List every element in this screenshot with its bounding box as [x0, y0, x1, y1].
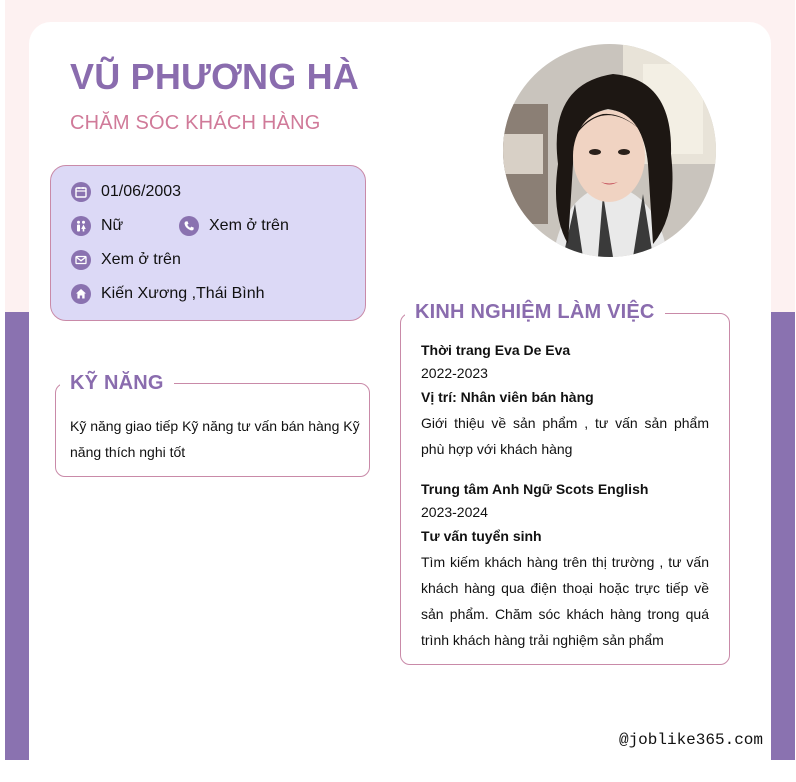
position: Vị trí: Nhân viên bán hàng [421, 389, 594, 405]
job-description: Tìm kiếm khách hàng trên thị trường , tư vấn khách hàng qua điện thoại hoặc trực tiếp về sản phẩm. Chăm sóc khách hàng trong quá trình khách hàng trải nghiệm sản phẩm [421, 554, 709, 648]
gender-value: Nữ [101, 217, 124, 234]
experience-item [421, 477, 709, 653]
mail-icon [71, 250, 91, 270]
phone-icon [179, 216, 199, 236]
home-icon [71, 284, 91, 304]
experience-item [421, 338, 709, 462]
profile-photo [503, 44, 716, 257]
skills-heading: KỸ NĂNG [60, 372, 174, 395]
address-value: Kiến Xương ,Thái Bình [101, 285, 265, 302]
address-row [71, 284, 265, 304]
email-row [71, 250, 181, 270]
gender-row [71, 216, 123, 236]
phone-row [179, 216, 289, 236]
skills-text: Kỹ năng giao tiếp Kỹ năng tư vấn bán hàng Kỹ năng thích nghi tốt [70, 418, 360, 460]
candidate-name: VŨ PHƯƠNG HÀ [70, 56, 359, 97]
position: Tư vấn tuyển sinh [421, 528, 542, 544]
experience-heading: KINH NGHIỆM LÀM VIỆC [405, 301, 665, 324]
company-name: Trung tâm Anh Ngữ Scots English [421, 481, 649, 497]
birthday-row [71, 182, 181, 202]
calendar-icon [71, 182, 91, 202]
watermark: @joblike365.com [618, 731, 763, 749]
work-years: 2022-2023 [421, 365, 488, 381]
company-name: Thời trang Eva De Eva [421, 342, 571, 358]
job-title: CHĂM SÓC KHÁCH HÀNG [70, 112, 321, 134]
phone-value: Xem ở trên [209, 217, 289, 234]
gender-icon [71, 216, 91, 236]
work-years: 2023-2024 [421, 504, 488, 520]
job-description: Giới thiệu về sản phẩm , tư vấn sản phẩm phù hợp với khách hàng [421, 415, 709, 457]
email-value: Xem ở trên [101, 251, 181, 268]
birthday-value: 01/06/2003 [101, 183, 182, 200]
